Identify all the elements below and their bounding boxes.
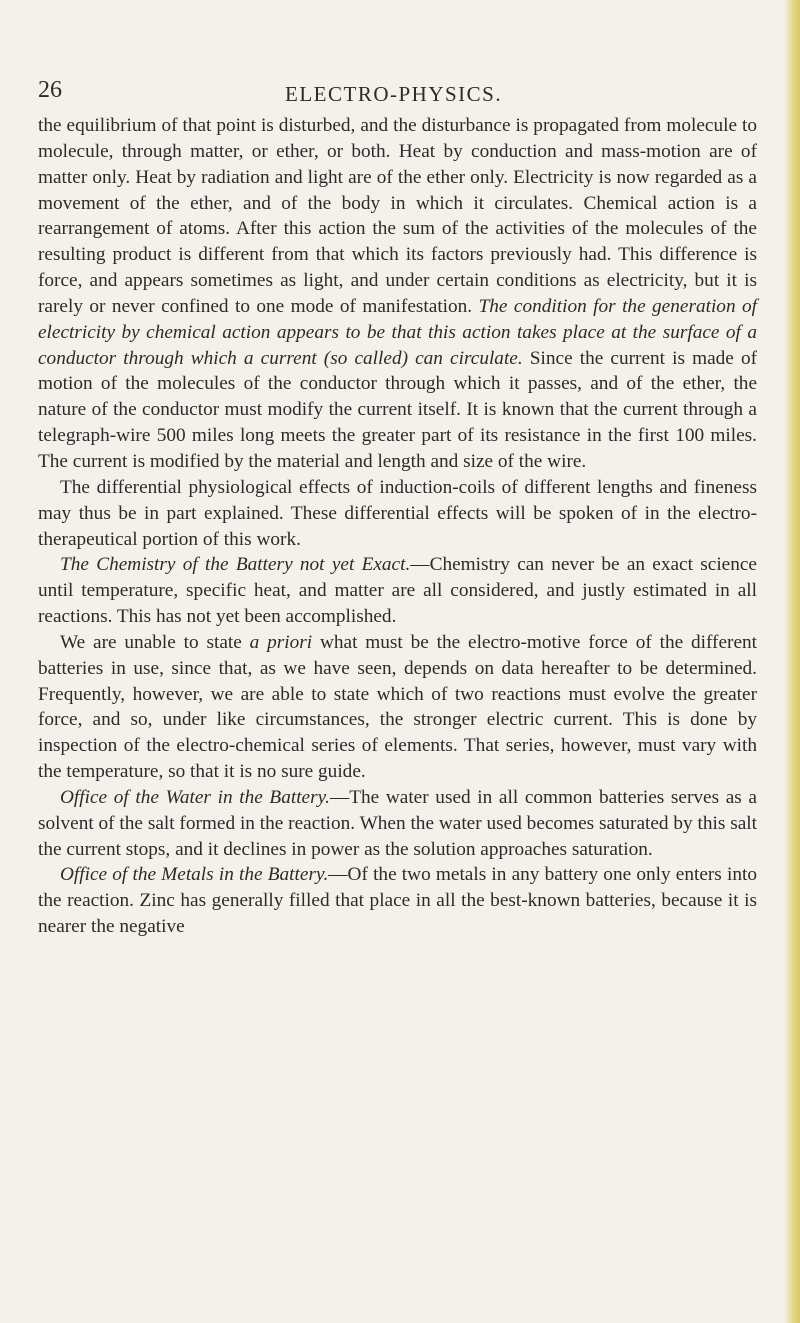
text-segment: We are unable to state <box>60 631 250 653</box>
text-segment: the equilibrium of that point is disturbed, and the disturbance is propagated from molecule to molecule, through matter, or ether, or both. Heat by conduction and mass-motion are of matter only. Heat by radiation and light are of the ether only. Electricity is now regarded as a movement of the ether, and of the body in which it circulates. Chemical action is a rearrangement of atoms. After this action the sum of the activities of the molecules of the resulting product is different from that which its factors previously had. This difference is force, and appears sometimes as light, and under certain conditions as electricity, but it is rarely or never confined to one mode of manifestation. <box>38 115 757 317</box>
paragraph <box>38 475 757 553</box>
italic-text-segment: The condition for the generation of electricity by chemical action appears to be that this action takes place at the surface of a conductor through which a current (so called) can circulate. <box>38 295 757 369</box>
italic-text-segment: a priori <box>249 631 313 653</box>
paragraph <box>38 785 757 863</box>
page-number: 26 <box>38 77 62 103</box>
paragraph <box>38 630 757 785</box>
text-segment: what must be the electro-motive force of the different batteries in use, since that, as we have seen, depends on data hereafter to be determined. Frequently, however, we are able to state which of two reactions must evolve the greater force, and so, under like circumstances, the stronger electric current. This is done by inspection of the electro-chemical series of elements. That series, however, must vary with the temperature, so that it is no sure guide. <box>38 631 758 783</box>
text-segment: —Of the two metals in any battery one only enters into the reaction. Zinc has generally filled that place in all the best-known batteries, because it is nearer the negative <box>38 864 757 938</box>
text-segment: —Chemistry can never be an exact science until temperature, specific heat, and matter are all considered, and justly estimated in all reactions. This has not yet been accomplished. <box>38 554 757 628</box>
running-head: ELECTRO-PHYSICS. <box>285 82 503 106</box>
body-text <box>38 113 757 940</box>
section-heading: Office of the Water in the Battery. <box>60 786 330 808</box>
section-heading: Office of the Metals in the Battery. <box>60 864 329 886</box>
paragraph <box>38 552 757 630</box>
text-segment: The differential physiological effects of induction-coils of different lengths and fineness may thus be in part explained. These differential effects will be spoken of in the electro-therapeutical portion of this work. <box>38 476 757 550</box>
text-segment: —The water used in all common batteries serves as a solvent of the salt formed in the reaction. When the water used becomes saturated by this salt the current stops, and it declines in power as the solution approaches saturation. <box>38 786 757 860</box>
section-heading: The Chemistry of the Battery not yet Exact. <box>60 554 411 576</box>
paragraph <box>38 862 757 940</box>
paragraph-continued <box>38 113 757 475</box>
text-segment: Since the current is made of motion of the molecules of the conductor through which it passes, and of the ether, the nature of the conductor must modify the current itself. It is known that the current through a telegraph-wire 500 miles long meets the greater part of its resistance in the first 100 miles. The current is modified by the material and length and size of the wire. <box>38 347 758 472</box>
